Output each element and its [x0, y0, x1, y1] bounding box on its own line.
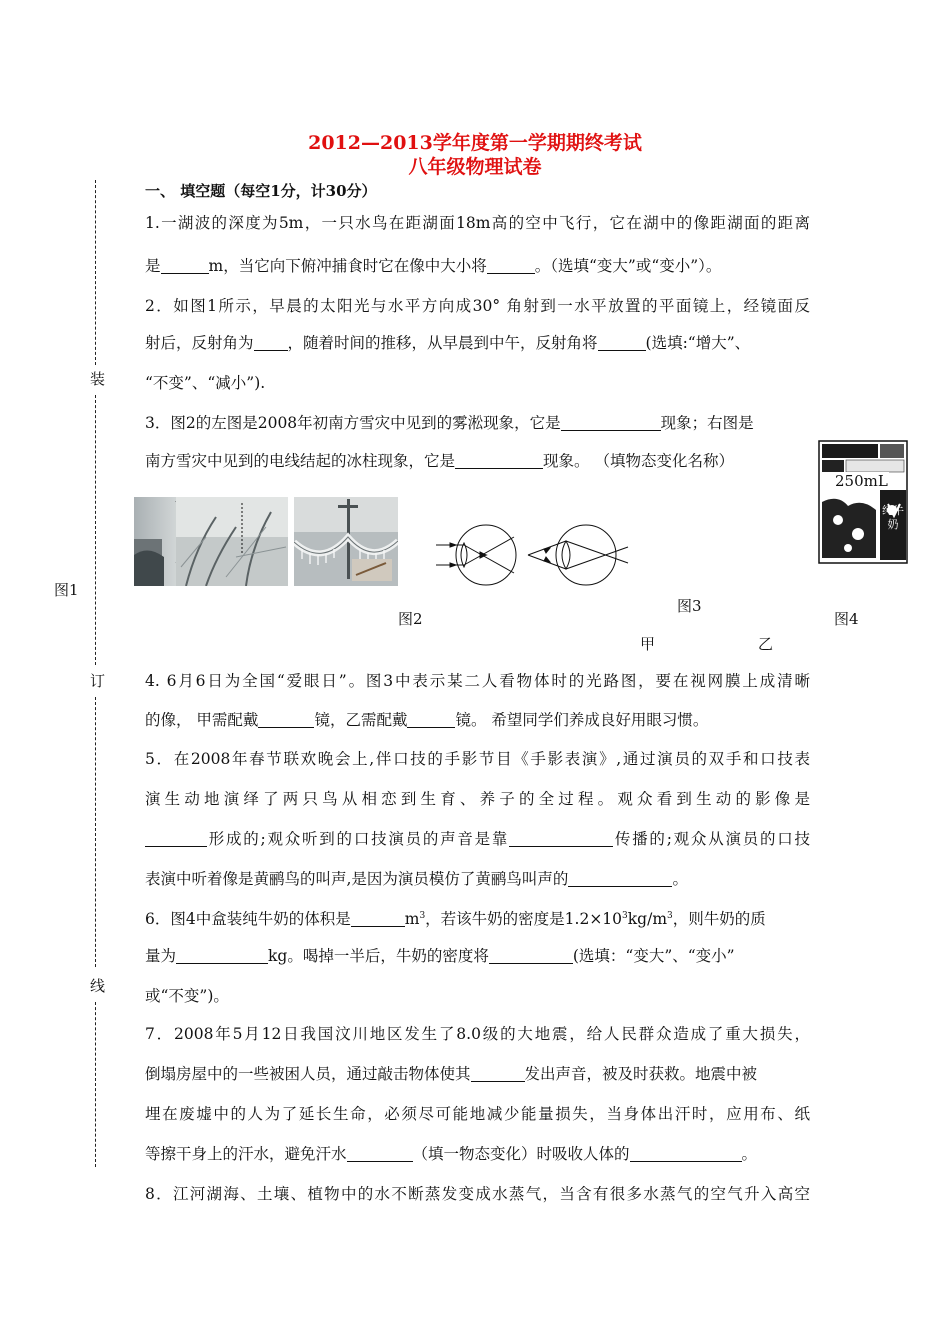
answer-blank[interactable]	[258, 713, 314, 728]
answer-blank[interactable]	[455, 454, 543, 469]
figure3-eye-diagrams	[436, 515, 636, 593]
milk-name-label: 纯牛奶	[882, 504, 904, 531]
q2-line1: 2．如图1所示，早晨的太阳光与水平方向成30° 角射到一水平放置的平面镜上，经镜面反	[145, 297, 810, 315]
q5-line2: 演生动地演绎了两只鸟从相恋到生育、养子的全过程。观众看到生动的影像是	[145, 790, 810, 808]
q4-line2: 的像， 甲需配戴 镜，乙需配戴 镜。 希望同学们养成良好用眼习惯。	[145, 711, 709, 729]
q6-line3: 或“不变”)。	[145, 987, 229, 1005]
q2-line3: “不变”、“减小”).	[145, 374, 266, 392]
q5-line1: 5．在2008年春节联欢晚会上,伴口技的手影节目《手影表演》,通过演员的双手和口技表	[145, 750, 810, 768]
eye-jia	[436, 525, 516, 585]
figure2-rime-photo	[176, 497, 288, 586]
answer-blank[interactable]	[407, 713, 455, 728]
q3-line2: 南方雪灾中见到的电线结起的冰柱现象，它是 现象。 （填物态变化名称）	[145, 452, 734, 470]
answer-blank[interactable]	[347, 1147, 413, 1162]
figure3-label-yi: 乙	[758, 635, 774, 653]
answer-blank[interactable]	[145, 832, 207, 847]
q2-line2: 射后，反射角为 ，随着时间的推移，从早晨到中午，反射角将 (选填:“增大”、	[145, 334, 751, 352]
binding-mark-zhuang: 装	[90, 370, 106, 388]
q4-line1: 4. 6月6日为全国“爱眼日”。图3中表示某二人看物体时的光路图，要在视网膜上成清晰	[145, 672, 810, 690]
q8-line1: 8．江河湖海、土壤、植物中的水不断蒸发变成水蒸气，当含有很多水蒸气的空气升入高空	[145, 1185, 810, 1203]
answer-blank[interactable]	[489, 949, 573, 964]
answer-blank[interactable]	[254, 336, 288, 351]
answer-blank[interactable]	[561, 416, 661, 431]
exam-subtitle: 八年级物理试卷	[408, 156, 542, 178]
answer-blank[interactable]	[351, 912, 405, 927]
binding-dash-line	[95, 395, 96, 665]
answer-blank[interactable]	[568, 872, 672, 887]
figure4-milk-carton	[818, 440, 910, 564]
figure3-caption: 图3	[677, 597, 702, 615]
answer-blank[interactable]	[598, 336, 646, 351]
q1-line1: 1.一湖波的深度为5m，一只水鸟在距湖面18m高的空中飞行，它在湖中的像距湖面的距离	[145, 214, 810, 232]
q7-line3: 埋在废墟中的人为了延长生命，必须尽可能地减少能量损失，当身体出汗时，应用布、纸	[145, 1105, 810, 1123]
milk-volume-label: 250mL	[835, 472, 888, 490]
exam-title: 2012—2013学年度第一学期期终考试	[308, 132, 642, 154]
answer-blank[interactable]	[471, 1067, 525, 1082]
figure2-caption: 图2	[398, 610, 423, 628]
q7-line2: 倒塌房屋中的一些被困人员，通过敲击物体使其 发出声音，被及时获救。地震中被	[145, 1065, 758, 1083]
q7-line1: 7．2008年5月12日我国汶川地区发生了8.0级的大地震，给人民群众造成了重大损失，	[145, 1025, 810, 1043]
binding-dash-line	[95, 1002, 96, 1167]
answer-blank[interactable]	[161, 259, 209, 274]
q7-line4: 等擦干身上的汗水，避免汗水 （填一物态变化）时吸收人体的 。	[145, 1145, 758, 1163]
figure2-ice-wire-photo	[294, 497, 398, 586]
figure1-caption: 图1	[54, 581, 79, 599]
q5-line4: 表演中听着像是黄鹂鸟的叫声,是因为演员模仿了黄鹂鸟叫声的 。	[145, 870, 688, 888]
answer-blank[interactable]	[176, 949, 268, 964]
section-heading: 一、 填空题（每空1分，计30分）	[145, 182, 377, 200]
eye-yi	[528, 525, 628, 585]
q6-line1: 6．图4中盒装纯牛奶的体积是 $m^3$，若该牛奶的密度是$1.2\times 10^3kg/m^3$，则牛奶的质	[145, 910, 766, 929]
answer-blank[interactable]	[630, 1147, 742, 1162]
answer-blank[interactable]	[509, 832, 613, 847]
q5-line3: 形成的;观众听到的口技演员的声音是靠 传播的;观众从演员的口技	[145, 829, 810, 849]
figure4-caption: 图4	[834, 610, 859, 628]
q1-line2: 是 m，当它向下俯冲捕食时它在像中大小将 。（选填“变大”或“变小”）。	[145, 257, 722, 275]
binding-dash-line	[95, 697, 96, 967]
binding-dash-line	[95, 180, 96, 365]
answer-blank[interactable]	[487, 259, 535, 274]
q6-line2: 量为 kg。喝掉一半后，牛奶的密度将 (选填：“变大”、“变小”	[145, 947, 735, 965]
figure3-label-jia: 甲	[640, 635, 656, 653]
q3-line1: 3．图2的左图是2008年初南方雪灾中见到的雾淞现象，它是 现象；右图是	[145, 414, 754, 432]
binding-mark-xian: 线	[90, 977, 106, 995]
binding-mark-ding: 订	[90, 672, 106, 690]
